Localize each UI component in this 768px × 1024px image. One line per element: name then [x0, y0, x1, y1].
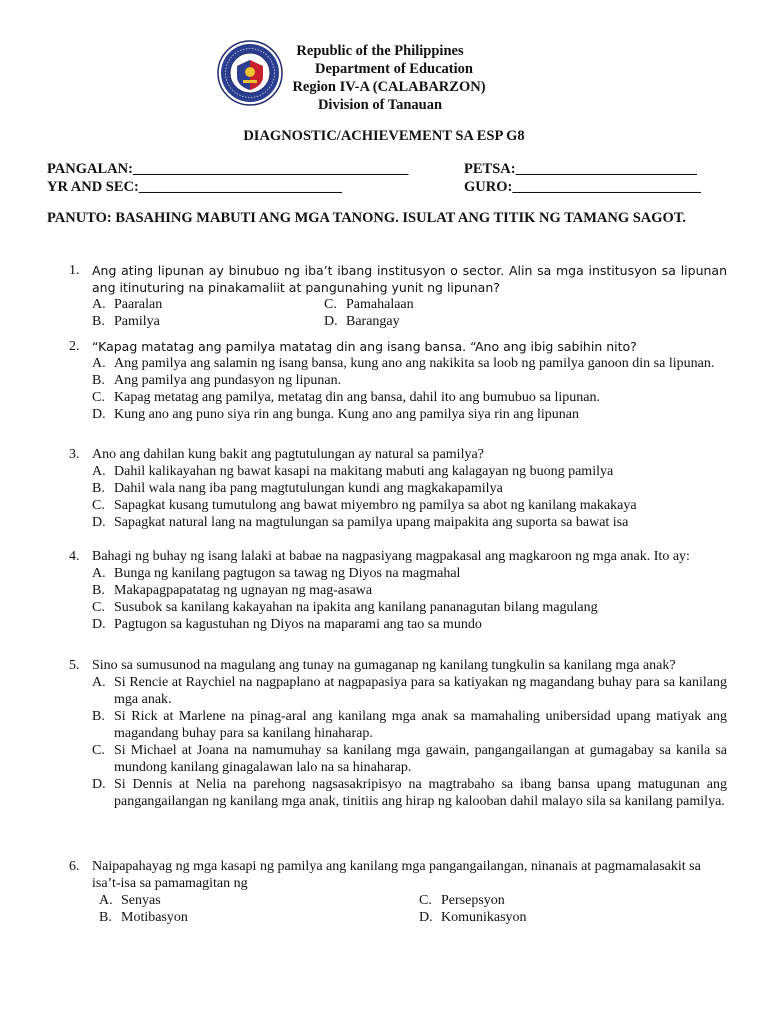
option-d[interactable]: D. Si Dennis at Nelia na parehong nagsasakripisyo na magtrabaho sa ibang bansa upang matugunan ang pangangailangan ng kanilang mga anak, tinitiis ang hirap ng kalooban dahil malayo sila sa kanilang pamilya.	[92, 777, 727, 809]
question-number: 6.	[69, 859, 80, 874]
option-b[interactable]: B. Si Rick at Marlene na pinag-aral ang kanilang mga anak sa mamahaling unibersidad upang matiyak ang magandang buhay para sa kanilang hinaharap.	[92, 709, 727, 741]
question-stem: Bahagi ng buhay ng isang lalaki at babae na nagpasiyang magpakasal ang magkaroon ng mga anak. Ito ay:	[92, 549, 690, 564]
question-stem: “Kapag matatag ang pamilya matatag din ang isang bansa. “Ano ang ibig sabihin nito?	[92, 339, 637, 354]
option-b[interactable]: B. Ang pamilya ang pundasyon ng lipunan.	[92, 373, 342, 388]
option-b[interactable]: B. Dahil wala nang iba pang magtutulungan kundi ang magkakapamilya	[92, 481, 503, 496]
question-number: 3.	[69, 447, 80, 462]
question-number: 2.	[69, 339, 80, 354]
option-c[interactable]: C. Pamahalaan	[324, 297, 414, 312]
option-c[interactable]: C. Susubok sa kanilang kakayahan na ipakita ang kanilang pananagutan bilang magulang	[92, 600, 598, 615]
options	[92, 296, 727, 330]
name-field[interactable]: PANGALAN:______________________________________	[47, 161, 409, 177]
option-d[interactable]: D. Kung ano ang puno siya rin ang bunga. Kung ano ang pamilya siya rin ang lipunan	[92, 407, 580, 422]
question-3	[47, 446, 727, 531]
option-b[interactable]: B. Makapagpapatatag ng ugnayan ng mag-asawa	[92, 583, 373, 598]
letterhead-line: Division of Tanauan	[317, 97, 443, 113]
question-6	[47, 858, 727, 926]
option-d[interactable]: D. Sapagkat natural lang na magtulungan sa pamilya upang maipakita ang suporta sa bawat isa	[92, 515, 629, 530]
option-a[interactable]: A. Bunga ng kanilang pagtugon sa tawag ng Diyos na magmahal	[92, 566, 461, 581]
year-section-field[interactable]: YR AND SEC:____________________________	[47, 179, 342, 195]
options	[92, 674, 727, 810]
options	[92, 463, 727, 531]
question-stem: Naipapahayag ng mga kasapi ng pamilya ang kanilang mga pangangailangan, ninanais at pagmamalasakit sa isa’t-isa sa pamamagitan ng	[92, 859, 701, 891]
option-a[interactable]: A. Paaralan	[92, 297, 163, 312]
question-5	[47, 657, 727, 810]
options	[99, 892, 727, 926]
instructions: PANUTO: BASAHING MABUTI ANG MGA TANONG. ISULAT ANG TITIK NG TAMANG SAGOT.	[47, 210, 687, 226]
question-4	[47, 548, 727, 633]
question-stem: Sino sa sumusunod na magulang ang tunay na gumaganap ng kanilang tungkulin sa kanilang mga anak?	[92, 658, 676, 673]
teacher-field[interactable]: GURO:__________________________	[464, 179, 701, 195]
option-c[interactable]: C. Si Michael at Joana na namumuhay sa kanilang mga gawain, pangangailangan at gumagabay sa kanila sa mundong kanilang ginagalawan lalo na sa hinaharap.	[92, 743, 727, 775]
option-b[interactable]: B. Pamilya	[92, 314, 160, 329]
option-a[interactable]: A. Si Rencie at Raychiel na nagpaplano at nagpapasiya para sa katiyakan ng magandang buhay para sa kanilang mga anak.	[92, 675, 727, 707]
option-c[interactable]: C. Sapagkat kusang tumutulong ang bawat miyembro ng pamilya sa abot ng kanilang makakaya	[92, 498, 637, 513]
exam-title: DIAGNOSTIC/ACHIEVEMENT SA ESP G8	[243, 128, 525, 144]
question-stem: Ang ating lipunan ay binubuo ng iba’t ibang institusyon o sector. Alin sa mga institusyon sa lipunan ang itinuturing na pinakamaliit at pangunahing yunit ng lipunan?	[92, 263, 727, 295]
question-number: 5.	[69, 658, 80, 673]
letterhead-line: Department of Education	[315, 61, 473, 77]
option-b[interactable]: B. Motibasyon	[99, 910, 188, 925]
option-a[interactable]: A. Dahil kalikayahan ng bawat kasapi na makitang mabuti ang kalagayan ng buong pamilya	[92, 464, 614, 479]
letterhead-line: Republic of the Philippines	[296, 43, 464, 59]
question-stem: Ano ang dahilan kung bakit ang pagtutulungan ay natural sa pamilya?	[92, 447, 484, 462]
option-d[interactable]: D. Pagtugon sa kagustuhan ng Diyos na maparami ang tao sa mundo	[92, 617, 482, 632]
letterhead-line: Region IV-A (CALABARZON)	[292, 79, 486, 95]
option-c[interactable]: C. Kapag metatag ang pamilya, metatag din ang bansa, dahil ito ang bumubuo sa lipunan.	[92, 390, 600, 405]
option-d[interactable]: D. Komunikasyon	[419, 910, 527, 925]
option-d[interactable]: D. Barangay	[324, 314, 400, 329]
question-1	[47, 262, 727, 330]
option-a[interactable]: A. Senyas	[99, 893, 161, 908]
question-number: 1.	[69, 263, 80, 278]
date-field[interactable]: PETSA:_________________________	[464, 161, 697, 177]
letterhead	[230, 42, 530, 114]
options	[92, 565, 727, 633]
options	[92, 355, 727, 423]
option-a[interactable]: A. Ang pamilya ang salamin ng isang bansa, kung ano ang nakikita sa loob ng pamilya ganoon din sa lipunan.	[92, 356, 715, 371]
question-2	[47, 338, 727, 423]
question-number: 4.	[69, 549, 80, 564]
option-c[interactable]: C. Persepsyon	[419, 893, 505, 908]
